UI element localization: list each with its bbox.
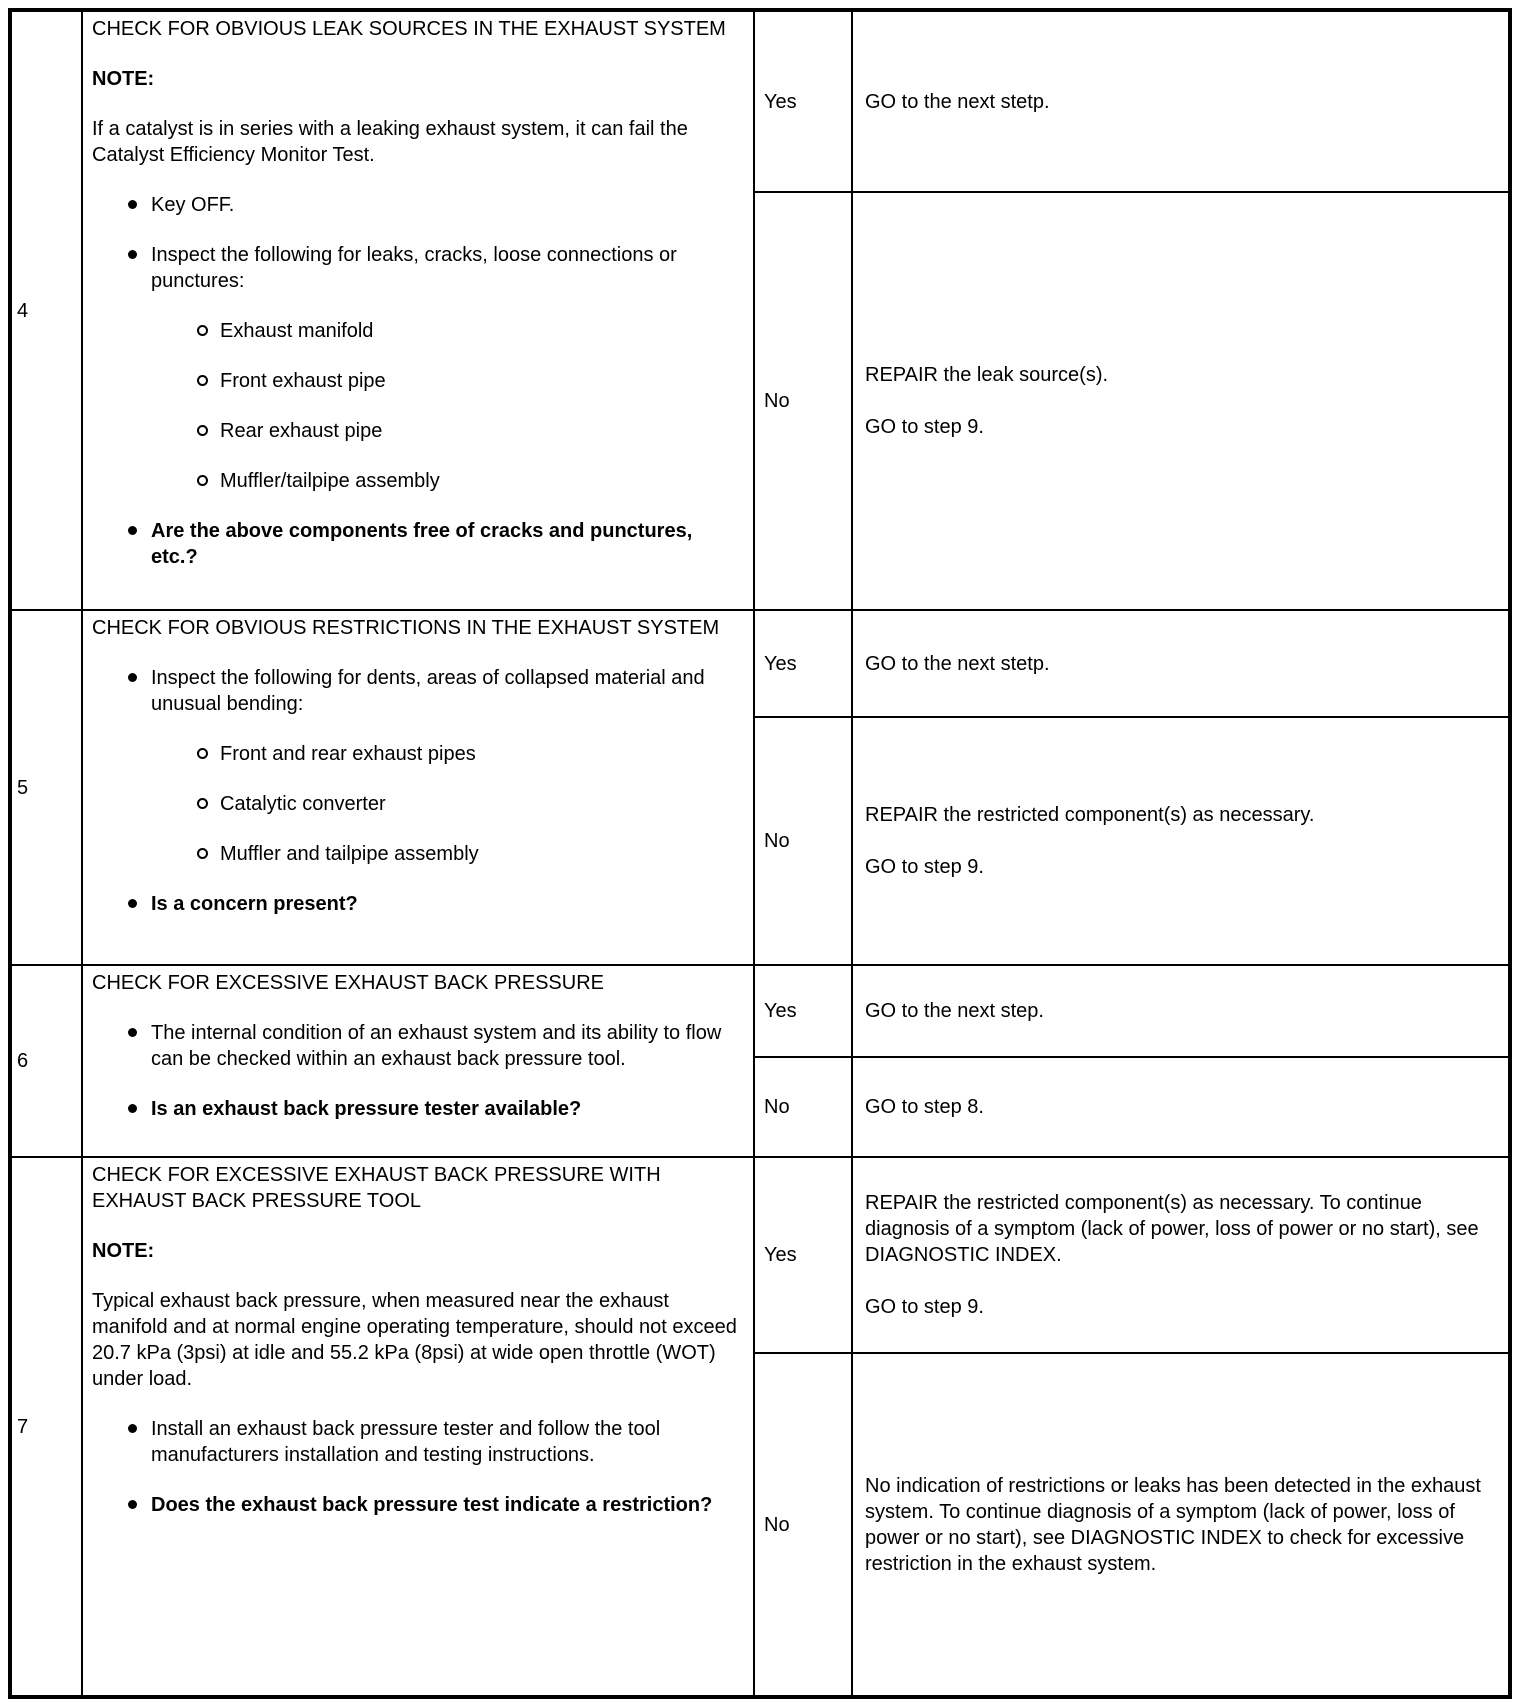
bullet-icon — [128, 673, 137, 682]
no-label: No — [764, 1096, 790, 1118]
table-row-step-4-yes — [10, 10, 1510, 192]
sub-list-item — [197, 741, 737, 767]
step-number: 7 — [17, 1415, 29, 1438]
list-item — [128, 192, 737, 218]
circle-bullet-icon — [197, 375, 208, 386]
bullet-icon — [128, 200, 137, 209]
diagnostic-table — [8, 8, 1512, 1699]
test-title: CHECK FOR OBVIOUS RESTRICTIONS IN THE EXHAUST SYSTEM — [92, 617, 720, 639]
action-text: GO to the next stetp. — [865, 652, 1050, 675]
bullet-icon — [128, 1104, 137, 1113]
no-label: No — [764, 390, 790, 412]
step-cell — [10, 1157, 82, 1697]
result-no-cell — [754, 1057, 852, 1157]
list-item-text: The internal condition of an exhaust system and its ability to flow can be checked within an exhaust back pressure tool. — [151, 1022, 722, 1070]
sub-list-item — [197, 791, 737, 817]
no-label: No — [764, 830, 790, 852]
action-no-cell — [852, 1057, 1510, 1157]
bullet-icon — [128, 526, 137, 535]
result-yes-cell — [754, 10, 852, 192]
sub-list-item-text: Rear exhaust pipe — [220, 420, 383, 442]
action-text: GO to step 9. — [865, 1296, 984, 1318]
action-yes-cell — [852, 10, 1510, 192]
result-yes-cell — [754, 965, 852, 1057]
yes-label: Yes — [764, 1244, 797, 1266]
question-text: Does the exhaust back pressure test indicate a restriction? — [151, 1494, 713, 1516]
test-description-cell — [82, 1157, 754, 1697]
sub-list-item — [197, 318, 737, 344]
action-no-cell — [852, 717, 1510, 965]
action-yes-cell — [852, 965, 1510, 1057]
list-item-text: Inspect the following for dents, areas of collapsed material and unusual bending: — [151, 667, 705, 715]
action-yes-cell — [852, 1157, 1510, 1353]
sub-list-item — [197, 368, 737, 394]
result-no-cell — [754, 192, 852, 610]
yes-label: Yes — [764, 652, 797, 675]
table-row-step-7-yes — [10, 1157, 1510, 1353]
list-item — [128, 1020, 737, 1072]
step-cell — [10, 965, 82, 1157]
question-item — [128, 1492, 737, 1518]
list-item-text: Key OFF. — [151, 194, 235, 216]
list-item — [128, 242, 737, 294]
action-text: GO to step 8. — [865, 1096, 984, 1118]
sub-list-item — [197, 418, 737, 444]
action-text: GO to step 9. — [865, 416, 984, 438]
action-yes-cell — [852, 610, 1510, 717]
result-no-cell — [754, 717, 852, 965]
sub-list-item-text: Catalytic converter — [220, 793, 386, 815]
circle-bullet-icon — [197, 425, 208, 436]
note-label: NOTE: — [92, 1240, 155, 1262]
question-item — [128, 891, 737, 917]
action-text: GO to the next stetp. — [865, 90, 1050, 113]
bullet-icon — [128, 1424, 137, 1433]
question-text: Is an exhaust back pressure tester available? — [151, 1098, 582, 1120]
table-row-step-6-yes — [10, 965, 1510, 1057]
yes-label: Yes — [764, 90, 797, 113]
test-title: CHECK FOR EXCESSIVE EXHAUST BACK PRESSURE WITH EXHAUST BACK PRESSURE TOOL — [92, 1164, 661, 1212]
sub-list-item — [197, 841, 737, 867]
result-no-cell — [754, 1353, 852, 1697]
test-description-cell — [82, 965, 754, 1157]
step-number: 5 — [17, 776, 29, 799]
step-cell — [10, 610, 82, 965]
bullet-icon — [128, 899, 137, 908]
action-text: REPAIR the leak source(s). — [865, 364, 1109, 386]
circle-bullet-icon — [197, 748, 208, 759]
test-title: CHECK FOR OBVIOUS LEAK SOURCES IN THE EXHAUST SYSTEM — [92, 18, 726, 40]
list-item-text: Install an exhaust back pressure tester and follow the tool manufacturers installation and testing instructions. — [151, 1418, 661, 1466]
bullet-icon — [128, 1028, 137, 1037]
step-number: 6 — [17, 1050, 29, 1072]
test-description-cell — [82, 610, 754, 965]
action-no-cell — [852, 192, 1510, 610]
action-text: GO to step 9. — [865, 856, 984, 878]
circle-bullet-icon — [197, 848, 208, 859]
step-cell — [10, 10, 82, 610]
action-text: REPAIR the restricted component(s) as necessary. To continue diagnosis of a symptom (lack of power, loss of power or no start), see DIAGNOSTIC INDEX. — [865, 1192, 1479, 1266]
table-row-step-5-yes — [10, 610, 1510, 717]
sub-list-item-text: Muffler and tailpipe assembly — [220, 843, 479, 865]
action-text: No indication of restrictions or leaks has been detected in the exhaust system. To continue diagnosis of a symptom (lack of power, loss of power or no start), see DIAGNOSTIC INDEX to check for excessive restriction in the exhaust system. — [865, 1474, 1481, 1575]
question-text: Is a concern present? — [151, 893, 358, 915]
result-yes-cell — [754, 1157, 852, 1353]
action-text: GO to the next step. — [865, 1000, 1044, 1022]
list-item — [128, 665, 737, 717]
action-no-cell — [852, 1353, 1510, 1697]
circle-bullet-icon — [197, 798, 208, 809]
yes-label: Yes — [764, 1000, 797, 1022]
result-yes-cell — [754, 610, 852, 717]
sub-list-item-text: Muffler/tailpipe assembly — [220, 470, 440, 492]
test-description-cell — [82, 10, 754, 610]
bullet-icon — [128, 1500, 137, 1509]
question-text: Are the above components free of cracks and punctures, etc.? — [151, 520, 693, 568]
sub-list-item-text: Front exhaust pipe — [220, 370, 386, 392]
action-text: REPAIR the restricted component(s) as necessary. — [865, 804, 1315, 826]
list-item-text: Inspect the following for leaks, cracks, loose connections or punctures: — [151, 244, 677, 292]
note-text: If a catalyst is in series with a leaking exhaust system, it can fail the Catalyst Efficiency Monitor Test. — [92, 118, 688, 166]
circle-bullet-icon — [197, 475, 208, 486]
sub-list-item-text: Exhaust manifold — [220, 320, 374, 342]
list-item — [128, 1416, 737, 1468]
bullet-icon — [128, 250, 137, 259]
note-text: Typical exhaust back pressure, when measured near the exhaust manifold and at normal engine operating temperature, should not exceed 20.7 kPa (3psi) at idle and 55.2 kPa (8psi) at wide open throttle (WOT) under load. — [92, 1290, 737, 1390]
question-item — [128, 1096, 737, 1122]
sub-list-item-text: Front and rear exhaust pipes — [220, 743, 476, 765]
question-item — [128, 518, 737, 570]
circle-bullet-icon — [197, 325, 208, 336]
no-label: No — [764, 1513, 790, 1536]
sub-list-item — [197, 468, 737, 494]
step-number: 4 — [17, 299, 29, 322]
test-title: CHECK FOR EXCESSIVE EXHAUST BACK PRESSURE — [92, 972, 604, 994]
note-label: NOTE: — [92, 68, 155, 90]
